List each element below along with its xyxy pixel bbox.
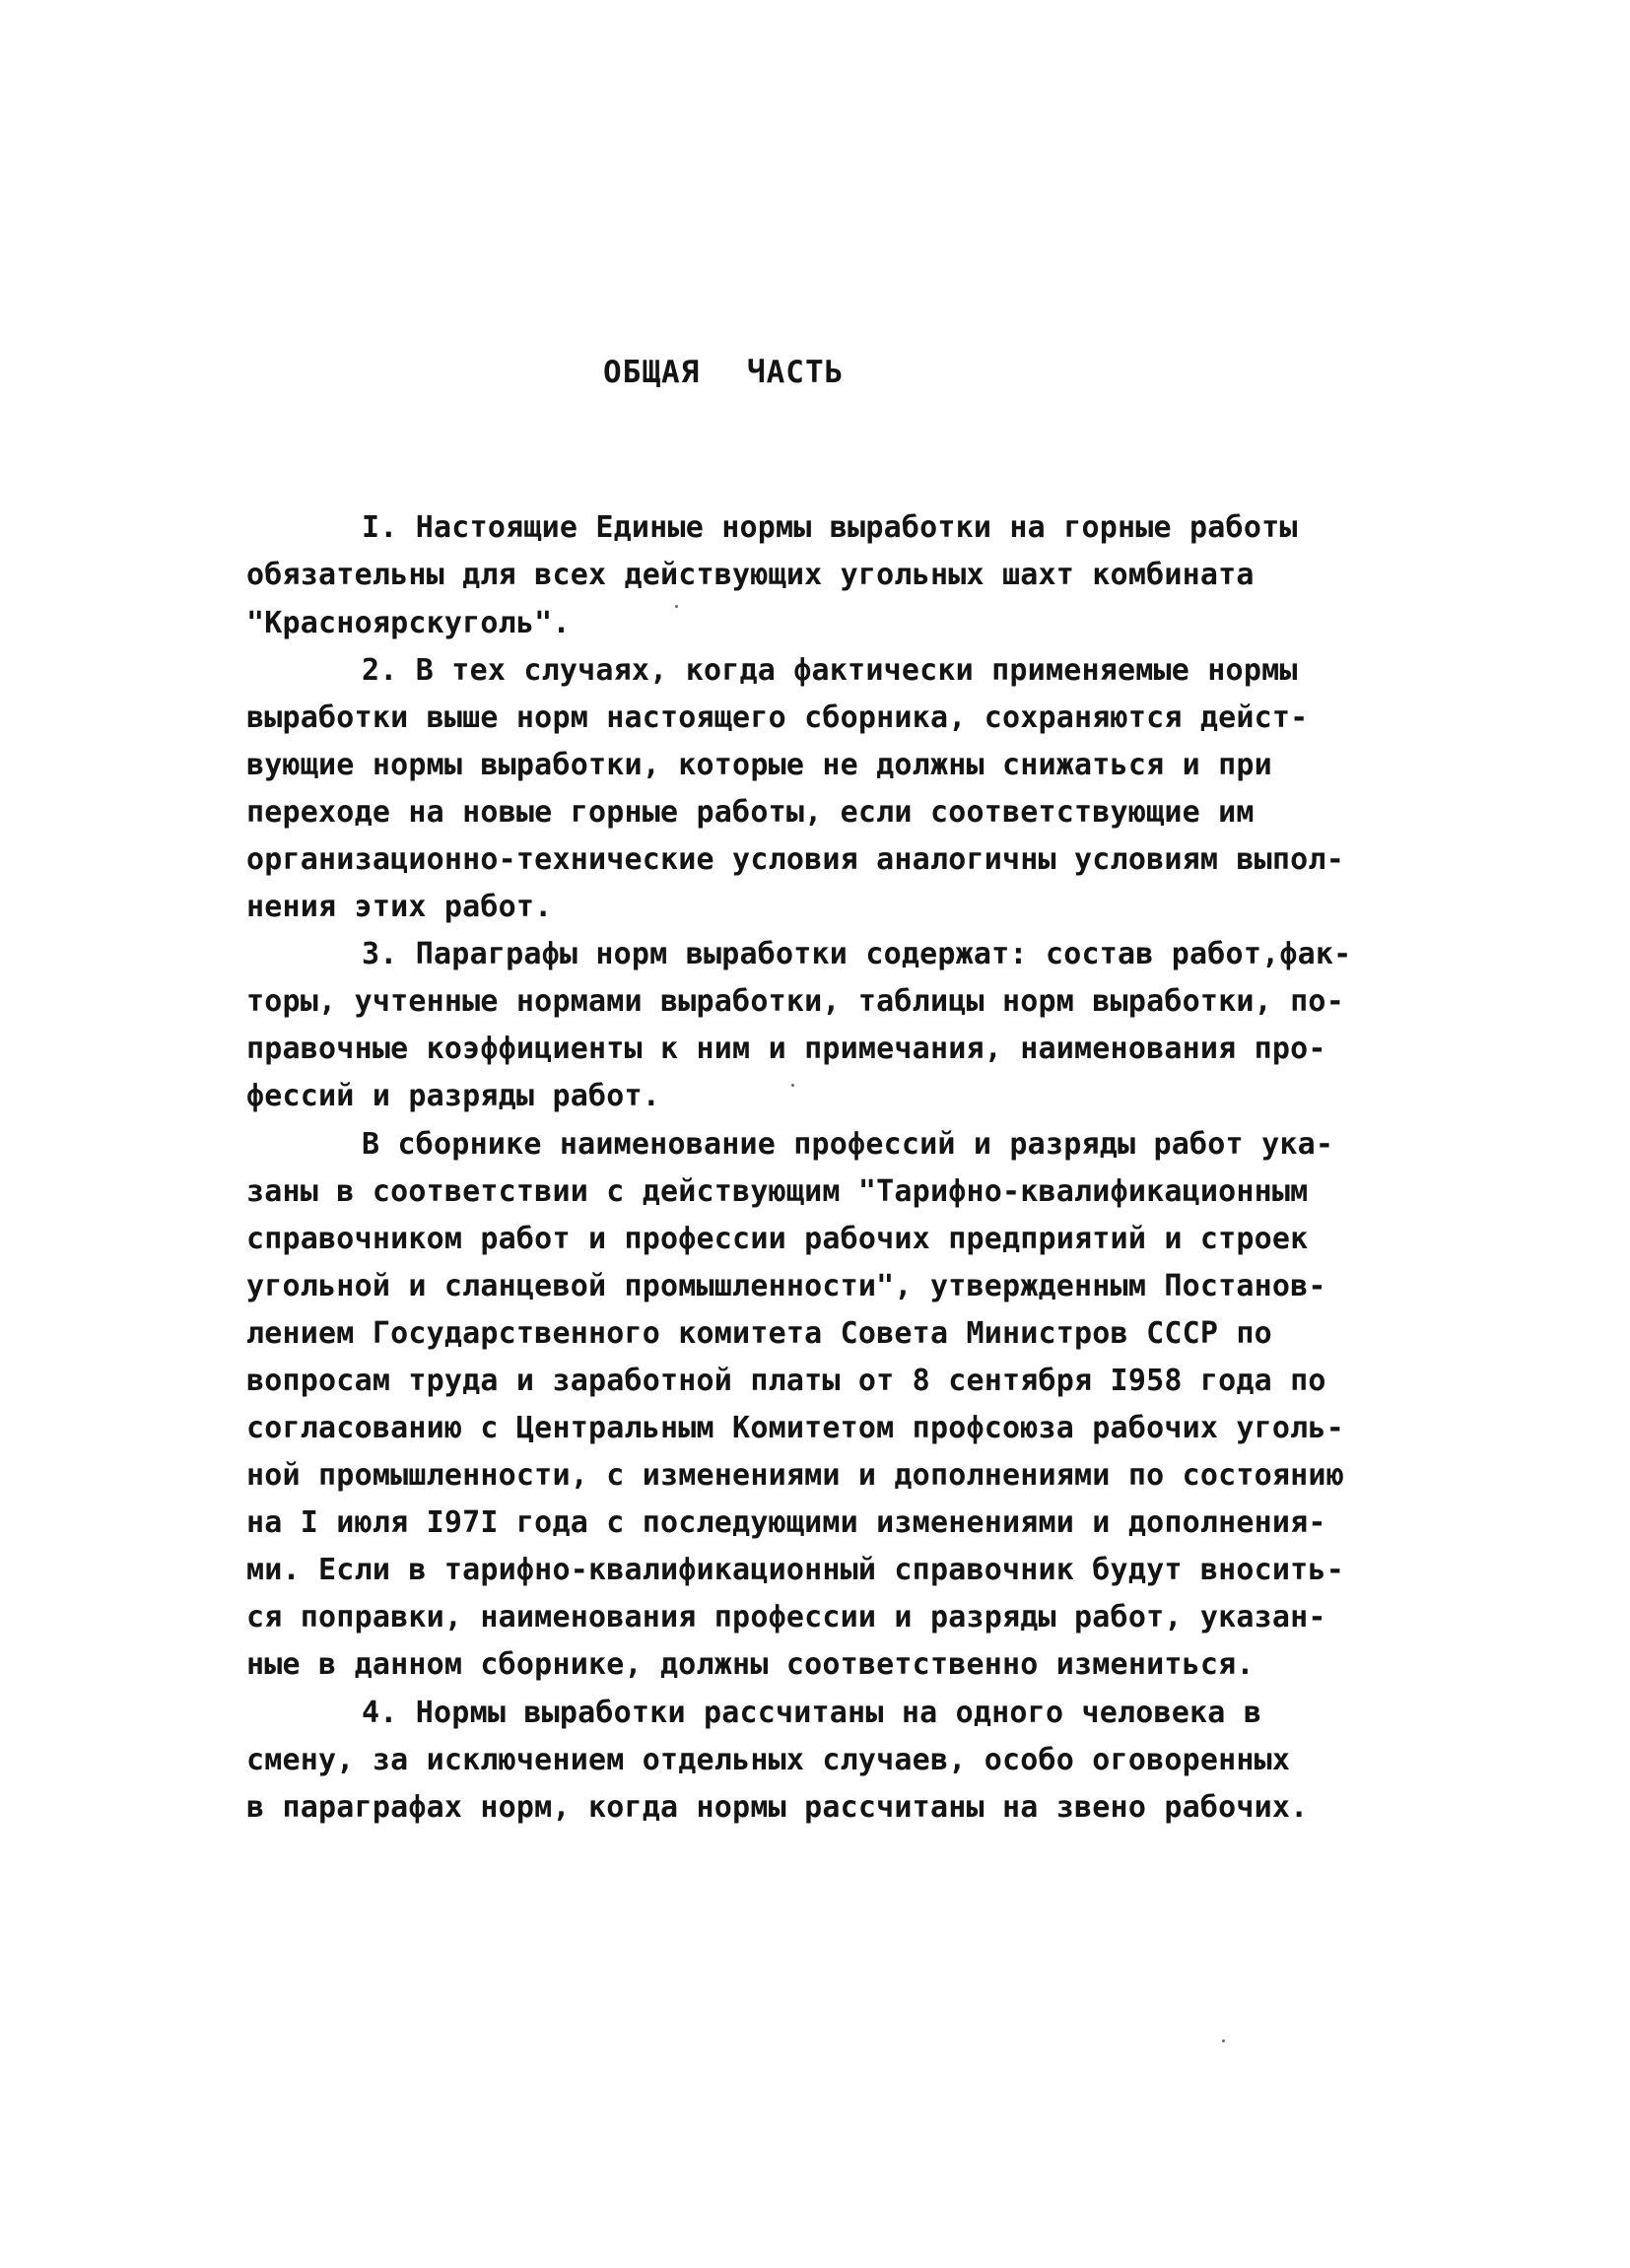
paragraph-line: нения этих работ. bbox=[246, 890, 553, 924]
paragraph-line: угольной и сланцевой промышленности", утвержденным Постанов- bbox=[246, 1269, 1326, 1303]
paragraph-line: торы, учтенные нормами выработки, таблицы норм выработки, по- bbox=[246, 984, 1344, 1019]
paragraph-line: переходе на новые горные работы, если соответствующие им bbox=[246, 795, 1255, 830]
paragraph-line: согласованию с Центральным Комитетом профсоюза рабочих уголь- bbox=[246, 1411, 1344, 1445]
paragraph-line: ся поправки, наименования профессии и разряды работ, указан- bbox=[246, 1600, 1326, 1634]
paragraph-line: заны в соответствии с действующим "Тарифно-квалификационным bbox=[246, 1174, 1309, 1209]
paragraph-line: ные в данном сборнике, должны соответственно измениться. bbox=[246, 1647, 1255, 1682]
paragraph-line: организационно-технические условия аналогичны условиям выпол- bbox=[246, 842, 1344, 877]
paragraph-line: 3. Параграфы норм выработки содержат: состав работ,фак- bbox=[362, 937, 1352, 971]
paragraph-line: выработки выше норм настоящего сборника, сохраняются дейст- bbox=[246, 700, 1309, 735]
paragraph-line: правочные коэффициенты к ним и примечания, наименования про- bbox=[246, 1032, 1326, 1066]
paragraph-line: смену, за исключением отдельных случаев, особо оговоренных bbox=[246, 1743, 1291, 1777]
paragraph-line: 2. В тех случаях, когда фактически применяемые нормы bbox=[362, 653, 1298, 688]
paragraph-line: лением Государственного комитета Совета Министров СССР по bbox=[246, 1316, 1272, 1351]
section-heading: ОБЩАЯ ЧАСТЬ bbox=[603, 355, 845, 390]
paragraph-line: в параграфах норм, когда нормы рассчитаны на звено рабочих. bbox=[246, 1790, 1309, 1825]
paragraph-line: вующие нормы выработки, которые не должны снижаться и при bbox=[246, 748, 1272, 782]
paragraph-line: справочником работ и профессии рабочих предприятий и строек bbox=[246, 1222, 1309, 1256]
scan-speck bbox=[791, 1084, 794, 1087]
paragraph-line: ной промышленности, с изменениями и дополнениями по состоянию bbox=[246, 1458, 1344, 1493]
scan-speck bbox=[675, 605, 678, 608]
paragraph-line: обязательны для всех действующих угольных шахт комбината bbox=[246, 558, 1255, 592]
paragraph-line: ми. Если в тарифно-квалификационный справочник будут вносить- bbox=[246, 1553, 1344, 1587]
paragraph-line: 4. Нормы выработки рассчитаны на одного человека в bbox=[362, 1696, 1262, 1730]
paragraph-line: на I июля I97I года с последующими изменениями и дополнения- bbox=[246, 1505, 1326, 1540]
scan-speck bbox=[1222, 2039, 1225, 2042]
paragraph-line: фессий и разряды работ. bbox=[246, 1079, 661, 1113]
paragraph-line: I. Настоящие Единые нормы выработки на горные работы bbox=[362, 510, 1298, 545]
paragraph-line: вопросам труда и заработной платы от 8 сентября I958 года по bbox=[246, 1364, 1326, 1398]
paragraph-line: В сборнике наименование профессий и разряды работ ука- bbox=[362, 1127, 1334, 1162]
paragraph-line: "Красноярскуголь". bbox=[246, 606, 571, 640]
